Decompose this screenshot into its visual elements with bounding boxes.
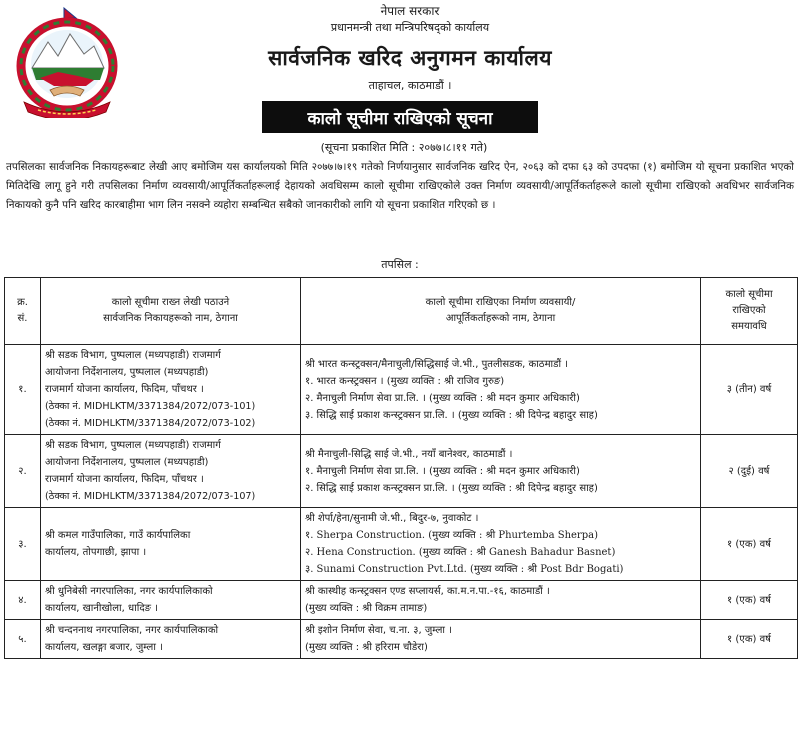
row-firm — [301, 435, 701, 508]
firm-line: ३. सिद्धि साई प्रकाश कन्स्ट्रक्सन प्रा.लि. । (मुख्य व्यक्ति : श्री दिपेन्द्र बहादुर साह) — [305, 409, 598, 421]
header-line: क्र. — [17, 297, 28, 308]
entity-line: कार्यालय, तोपगाछी, झापा । — [45, 547, 147, 558]
entity-line: श्री कमल गाउँपालिका, गाउँ कार्यपालिका — [45, 530, 191, 541]
row-period: २ (दुई) वर्ष — [701, 435, 798, 508]
contract-number: (ठेक्का नं. MIDHLKTM/3371384/2072/073-102) — [45, 418, 256, 429]
header-line: कालो सूचीमा राख्न लेखी पठाउने — [111, 297, 230, 308]
entity-line: राजमार्ग योजना कार्यालय, फिदिम, पाँचथर । — [45, 384, 204, 395]
published-date: (सूचना प्रकाशित मिति : २०७७।८।११ गते) — [320, 141, 488, 154]
contract-number: (ठेक्का नं. MIDHLKTM/3371384/2072/073-101) — [45, 401, 256, 412]
row-entity — [41, 508, 301, 581]
table-row — [5, 345, 798, 435]
header-line: सं. — [17, 313, 28, 324]
firm-line: १. Sherpa Construction. (मुख्य व्यक्ति : श्री Phurtemba Sherpa) — [305, 530, 598, 541]
row-firm — [301, 620, 701, 659]
row-sn: १. — [5, 345, 41, 435]
firm-line: २. सिद्धि साई प्रकाश कन्स्ट्रक्सन प्रा.लि. । (मुख्य व्यक्ति : श्री दिपेन्द्र बहादुर साह) — [305, 482, 598, 494]
firm-line: श्री कास्थीह कन्स्ट्रक्सन एण्ड सप्लायर्स, का.म.न.पा.-१६, काठमाडौं । — [305, 586, 550, 597]
firm-line: श्री इशोन निर्माण सेवा, च.ना. ३, जुम्ला । — [305, 625, 452, 636]
intro-paragraph: तपसिलका सार्वजनिक निकायहरूबाट लेखी आए बमोजिम यस कार्यालयको मिति २०७७।७।१९ गतेको निर्णयानुसार सार्वजनिक खरिद ऐन, २०६३ को दफा ६३ को उपदफा (१) बमोजिम यो सूचना प्रकाशित भएको मितिदेखि लागू हुने गरी तपसिलका निर्माण व्यवसायी/आपूर्तिकर्ताहरूलाई देहायको अवधिसम्म कालो सूचीमा राखिएकोले उक्त निर्माण व्यवसायी/आपूर्तिकर्ताहरूले कालो सूचीमा राखिएको अवधिभर सार्वजनिक निकायको कुनै पनि खरिद कारबाहीमा भाग लिन नसक्ने व्यहोरा सम्बन्धित सबैको जानकारीको लागि यो सूचना प्रकाशित गरिएको छ । — [6, 161, 794, 211]
row-sn: ४. — [5, 581, 41, 620]
government-name: नेपाल सरकार — [380, 4, 440, 18]
firm-line: श्री मैनाचुली-सिद्धि साई जे.भी., नयाँ बानेश्वर, काठमाडौं । — [305, 448, 513, 460]
entity-line: श्री सडक विभाग, पुष्पलाल (मध्यपहाडी) राजमार्ग — [45, 350, 221, 361]
entity-line: श्री धुनिबेसी नगरपालिका, नगर कार्यपालिकाको — [45, 586, 213, 597]
ministry-name: प्रधानमन्त्री तथा मन्त्रिपरिषद्को कार्यालय — [330, 21, 490, 34]
firm-line: श्री भारत कन्स्ट्रक्सन/मैनाचुली/सिद्धिसाई जे.भी., पुतलीसडक, काठमाडौं । — [305, 358, 569, 370]
header-period — [701, 278, 798, 345]
header-line: आपूर्तिकर्ताहरूको नाम, ठेगाना — [445, 313, 556, 324]
header-line: कालो सूचीमा — [725, 289, 773, 300]
header-line: कालो सूचीमा राखिएका निर्माण व्यवसायी/ — [425, 297, 576, 308]
table-row — [5, 581, 798, 620]
table-row — [5, 435, 798, 508]
row-period: १ (एक) वर्ष — [701, 508, 798, 581]
row-sn: ३. — [5, 508, 41, 581]
row-entity — [41, 581, 301, 620]
entity-line: राजमार्ग योजना कार्यालय, फिदिम, पाँचथर । — [45, 474, 204, 485]
row-sn: ५. — [5, 620, 41, 659]
entity-line: आयोजना निर्देशनालय, पुष्पलाल (मध्यपहाडी) — [45, 367, 209, 378]
header-entity — [41, 278, 301, 345]
entity-line: कार्यालय, खानीखोला, धादिङ । — [45, 603, 158, 614]
row-firm — [301, 581, 701, 620]
header-sn — [5, 278, 41, 345]
row-entity — [41, 345, 301, 435]
firm-line: (मुख्य व्यक्ति : श्री विक्रम तामाङ) — [305, 603, 428, 614]
nepal-emblem-icon — [14, 6, 120, 118]
header-line: राखिएको — [732, 305, 766, 316]
firm-line: १. भारत कन्स्ट्रक्सन । (मुख्य व्यक्ति : श्री राजिव गुरुङ) — [305, 375, 505, 387]
firm-line: १. मैनाचुली निर्माण सेवा प्रा.लि. । (मुख्य व्यक्ति : श्री मदन कुमार अधिकारी) — [305, 465, 580, 477]
firm-line: २. Hena Construction. (मुख्य व्यक्ति : श्री Ganesh Bahadur Basnet) — [305, 547, 616, 558]
row-firm — [301, 508, 701, 581]
office-address: ताहाचल, काठमाडौं । — [368, 79, 452, 92]
row-entity — [41, 435, 301, 508]
row-sn: २. — [5, 435, 41, 508]
header-line: सार्वजनिक निकायहरूको नाम, ठेगाना — [103, 313, 238, 324]
details-label: तपसिल : — [381, 258, 419, 271]
header-firm — [301, 278, 701, 345]
table-header-row — [5, 278, 798, 345]
notice-title: कालो सूचीमा राखिएको सूचना — [262, 101, 538, 133]
row-period: १ (एक) वर्ष — [701, 581, 798, 620]
blacklist-table — [4, 277, 798, 659]
row-entity — [41, 620, 301, 659]
firm-line: २. मैनाचुली निर्माण सेवा प्रा.लि. । (मुख्य व्यक्ति : श्री मदन कुमार अधिकारी) — [305, 392, 580, 404]
contract-number: (ठेक्का नं. MIDHLKTM/3371384/2072/073-107) — [45, 491, 256, 502]
firm-line: श्री शेर्पा/हेना/सुनामी जे.भी., बिदुर-७, नुवाकोट । — [305, 513, 479, 524]
table-row — [5, 620, 798, 659]
row-period: १ (एक) वर्ष — [701, 620, 798, 659]
firm-line: (मुख्य व्यक्ति : श्री हरिराम चौडेरा) — [305, 642, 428, 653]
office-name: सार्वजनिक खरिद अनुगमन कार्यालय — [268, 46, 552, 70]
row-period: ३ (तीन) वर्ष — [701, 345, 798, 435]
entity-line: श्री चन्दननाथ नगरपालिका, नगर कार्यपालिकाको — [45, 625, 219, 636]
row-firm — [301, 345, 701, 435]
firm-line: ३. Sunami Construction Pvt.Ltd. (मुख्य व्यक्ति : श्री Post Bdr Bogati) — [305, 564, 624, 575]
entity-line: श्री सडक विभाग, पुष्पलाल (मध्यपहाडी) राजमार्ग — [45, 440, 221, 451]
entity-line: कार्यालय, खलङ्गा बजार, जुम्ला । — [45, 642, 163, 653]
table-row — [5, 508, 798, 581]
entity-line: आयोजना निर्देशनालय, पुष्पलाल (मध्यपहाडी) — [45, 457, 209, 468]
header-line: समयावधि — [731, 321, 767, 332]
